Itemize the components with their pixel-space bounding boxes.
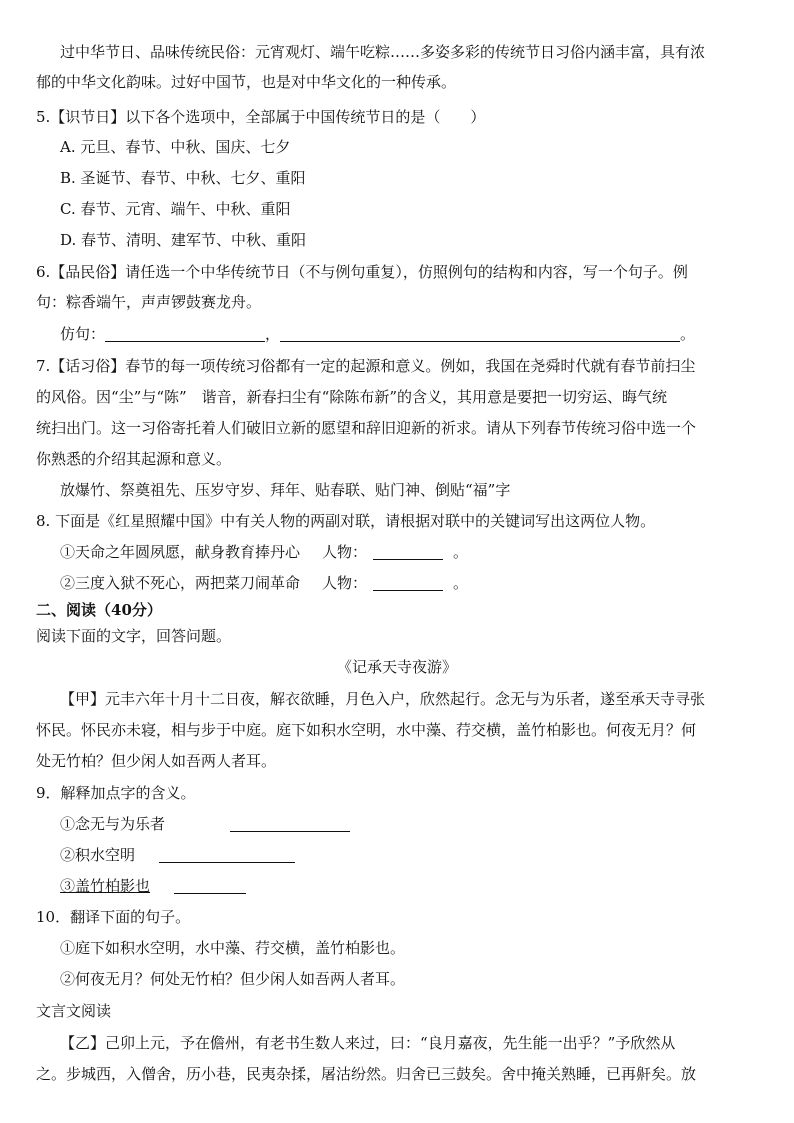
q5-option-d: D. 春节、清明、建军节、中秋、重阳 [60, 231, 307, 249]
q9-blank-2[interactable] [159, 846, 295, 863]
q8-couplet-1: ①天命之年圆夙愿，献身教育捧丹心 [60, 543, 301, 561]
reading-instruction: 阅读下面的文字，回答问题。 [36, 627, 232, 645]
intro-line-2: 郁的中华文化韵味。过好中国节，也是对中华文化的一种传承。 [36, 73, 457, 91]
q8-blank-1[interactable] [373, 543, 443, 560]
q6-answer-row [60, 324, 695, 344]
intro-line-1: 过中华节日、品味传统民俗：元宵观灯、端午吃粽……多姿多彩的传统节日习俗内涵丰富，具有浓 [60, 43, 706, 61]
q6-answer-label: 仿句： [60, 325, 106, 343]
q9-item-2 [60, 845, 295, 865]
q9-stem: 9．解释加点字的含义。 [36, 784, 196, 802]
passage-yi-line-2: 之。步城西，入僧舍，历小巷，民夷杂揉，屠沽纷然。归舍已三鼓矣。舍中掩关熟睡，已再鼾矣。放 [36, 1065, 697, 1083]
q9-blank-1[interactable] [230, 815, 350, 832]
q8-item-2 [60, 573, 468, 593]
q8-label-2: 人物： [322, 574, 368, 592]
q9-term-2: ②积水空明 [60, 846, 136, 864]
q5-option-c: C. 春节、元宵、端午、中秋、重阳 [60, 200, 291, 218]
q7-customs: 放爆竹、祭奠祖先、压岁守岁、拜年、贴春联、贴门神、倒贴“福”字 [60, 481, 511, 499]
q6-comma: ， [265, 325, 281, 343]
q9-item-3 [60, 876, 246, 896]
q7-line-1: 7.【话习俗】春节的每一项传统习俗都有一定的起源和意义。例如，我国在尧舜时代就有春节前扫尘 [36, 357, 696, 375]
q7-line-4: 你熟悉的介绍其起源和意义。 [36, 450, 232, 468]
q10-stem: 10．翻译下面的句子。 [36, 908, 191, 926]
q8-item-1 [60, 542, 468, 562]
q6-blank-2[interactable] [280, 325, 680, 342]
q9-item-1 [60, 814, 350, 834]
q10-item-2: ②何夜无月？何处无竹柏？但少闲人如吾两人者耳。 [60, 970, 406, 988]
passage-yi-line-1: 【乙】己卯上元，予在儋州，有老书生数人来过，曰：“良月嘉夜，先生能一出乎？”予欣然从 [60, 1034, 676, 1052]
q8-end-1: 。 [453, 543, 469, 561]
q10-item-1: ①庭下如积水空明，水中藻、荇交横，盖竹柏影也。 [60, 939, 406, 957]
q8-stem: 8. 下面是《红星照耀中国》中有关人物的两副对联，请根据对联中的关键词写出这两位人物。 [36, 512, 656, 530]
q6-end: 。 [680, 325, 696, 343]
passage-jia-line-2: 怀民。怀民亦未寝，相与步于中庭。庭下如积水空明，水中藻、荇交横，盖竹柏影也。何夜无月？何 [36, 721, 697, 739]
q5-stem: 5.【识节日】以下各个选项中，全部属于中国传统节日的是（ ） [36, 108, 486, 126]
q8-end-2: 。 [453, 574, 469, 592]
q9-blank-3[interactable] [174, 877, 246, 894]
q5-option-b: B. 圣诞节、春节、中秋、七夕、重阳 [60, 169, 306, 187]
q8-blank-2[interactable] [373, 574, 443, 591]
q9-term-3: ③盖竹柏影也 [60, 877, 151, 895]
passage-jia-line-1: 【甲】元丰六年十月十二日夜，解衣欲睡，月色入户，欣然起行。念无与为乐者，遂至承天寺寻张 [60, 690, 706, 708]
q7-line-3: 统扫出门。这一习俗寄托着人们破旧立新的愿望和辞旧迎新的祈求。请从下列春节传统习俗中选一个 [36, 419, 697, 437]
section-2-heading: 二、阅读（40分） [36, 601, 162, 619]
q7-line-2: 的风俗。因“尘”与“陈” 谐音，新春扫尘有“除陈布新”的含义，其用意是要把一切穷运、晦气统 [36, 388, 668, 406]
q6-line-1: 6.【品民俗】请任选一个中华传统节日（不与例句重复），仿照例句的结构和内容，写一个句子。例 [36, 263, 688, 281]
q8-couplet-2: ②三度入狱不死心，两把菜刀闹革命 [60, 574, 301, 592]
classical-reading-heading: 文言文阅读 [36, 1002, 112, 1020]
q5-option-a: A. 元旦、春节、中秋、国庆、七夕 [60, 138, 291, 156]
q6-line-2: 句：粽香端午，声声锣鼓赛龙舟。 [36, 293, 262, 311]
passage-jia-line-3: 处无竹柏？但少闲人如吾两人者耳。 [36, 752, 277, 770]
q8-label-1: 人物： [322, 543, 368, 561]
q6-blank-1[interactable] [105, 325, 265, 342]
passage-title: 《记承天寺夜游》 [336, 658, 457, 676]
q9-term-1: ①念无与为乐者 [60, 815, 166, 833]
